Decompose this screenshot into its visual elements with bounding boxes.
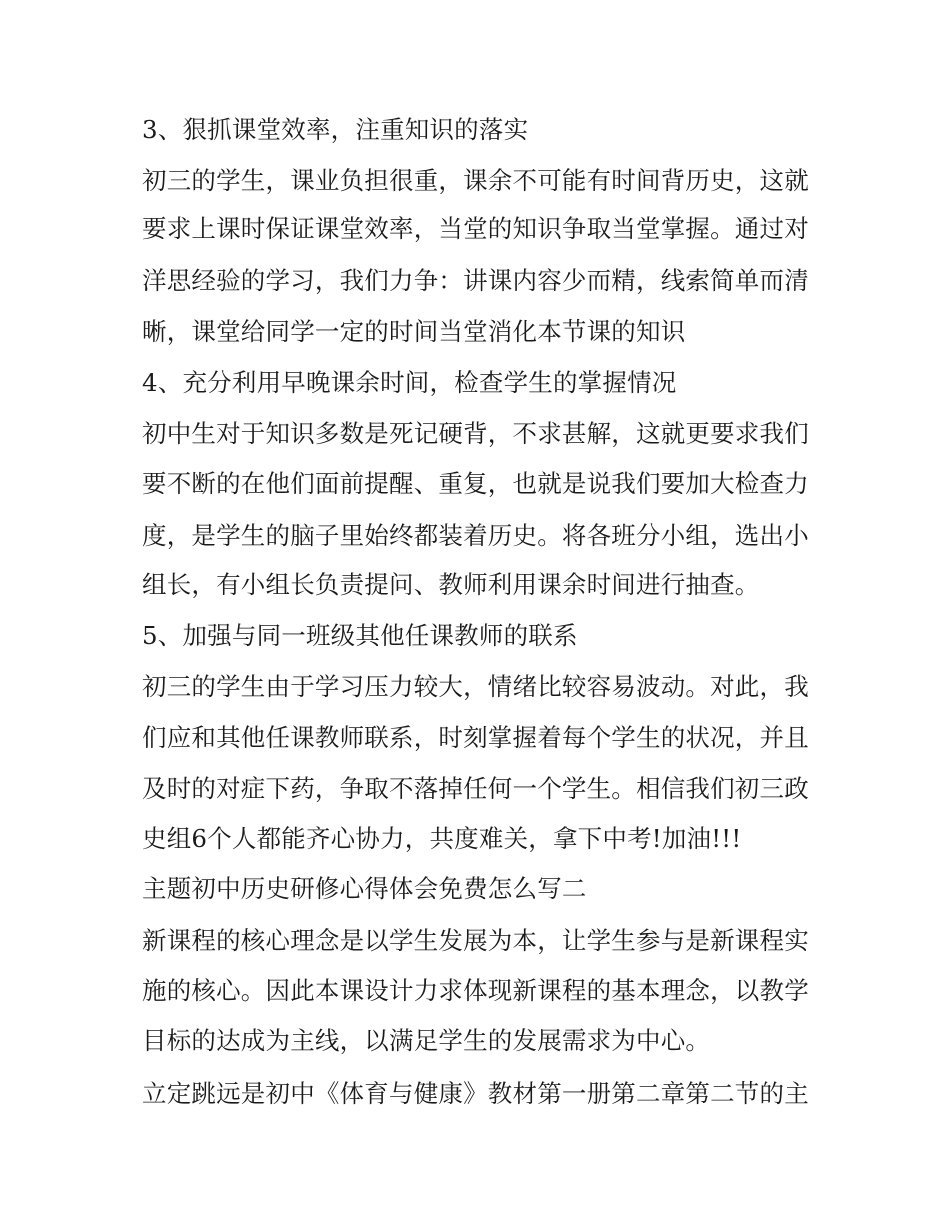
paragraph-line: 立定跳远是初中《体育与健康》教材第一册第二章第二节的主 xyxy=(142,1079,809,1108)
paragraph-line: 目标的达成为主线，以满足学生的发展需求为中心。 xyxy=(142,1026,711,1055)
paragraph-line: 初中生对于知识多数是死记硬背，不求甚解，这就更要求我们 xyxy=(142,419,809,448)
paragraph-line: 度，是学生的脑子里始终都装着历史。将各班分小组，选出小 xyxy=(142,521,809,550)
heading-5: 5、加强与同一班级其他任课教师的联系 xyxy=(142,621,578,650)
section-title: 主题初中历史研修心得体会免费怎么写二 xyxy=(142,874,587,903)
paragraph-line: 新课程的核心理念是以学生发展为本，让学生参与是新课程实 xyxy=(142,926,809,955)
heading-4: 4、充分利用早晚课余时间，检查学生的掌握情况 xyxy=(142,368,677,397)
paragraph-line: 们应和其他任课教师联系，时刻掌握着每个学生的状况，并且 xyxy=(142,723,809,752)
paragraph-line: 初三的学生，课业负担很重，课余不可能有时间背历史，这就 xyxy=(142,166,809,195)
paragraph-line: 史组6个人都能齐心协力，共度难关，拿下中考!加油!!! xyxy=(142,824,742,853)
paragraph-line: 晰，课堂给同学一定的时间当堂消化本节课的知识 xyxy=(142,317,686,346)
paragraph-line: 施的核心。因此本课设计力求体现新课程的基本理念，以教学 xyxy=(142,976,809,1005)
paragraph-line: 初三的学生由于学习压力较大，情绪比较容易波动。对此，我 xyxy=(142,672,809,701)
heading-3: 3、狠抓课堂效率，注重知识的落实 xyxy=(142,115,529,144)
paragraph-line: 要不断的在他们面前提醒、重复，也就是说我们要加大检查力 xyxy=(142,469,809,498)
paragraph-line: 洋思经验的学习，我们力争：讲课内容少而精，线索简单而清 xyxy=(142,266,809,295)
paragraph-line: 组长，有小组长负责提问、教师利用课余时间进行抽查。 xyxy=(142,570,760,599)
paragraph-line: 及时的对症下药，争取不落掉任何一个学生。相信我们初三政 xyxy=(142,774,809,803)
paragraph-line: 要求上课时保证课堂效率，当堂的知识争取当堂掌握。通过对 xyxy=(142,214,809,243)
